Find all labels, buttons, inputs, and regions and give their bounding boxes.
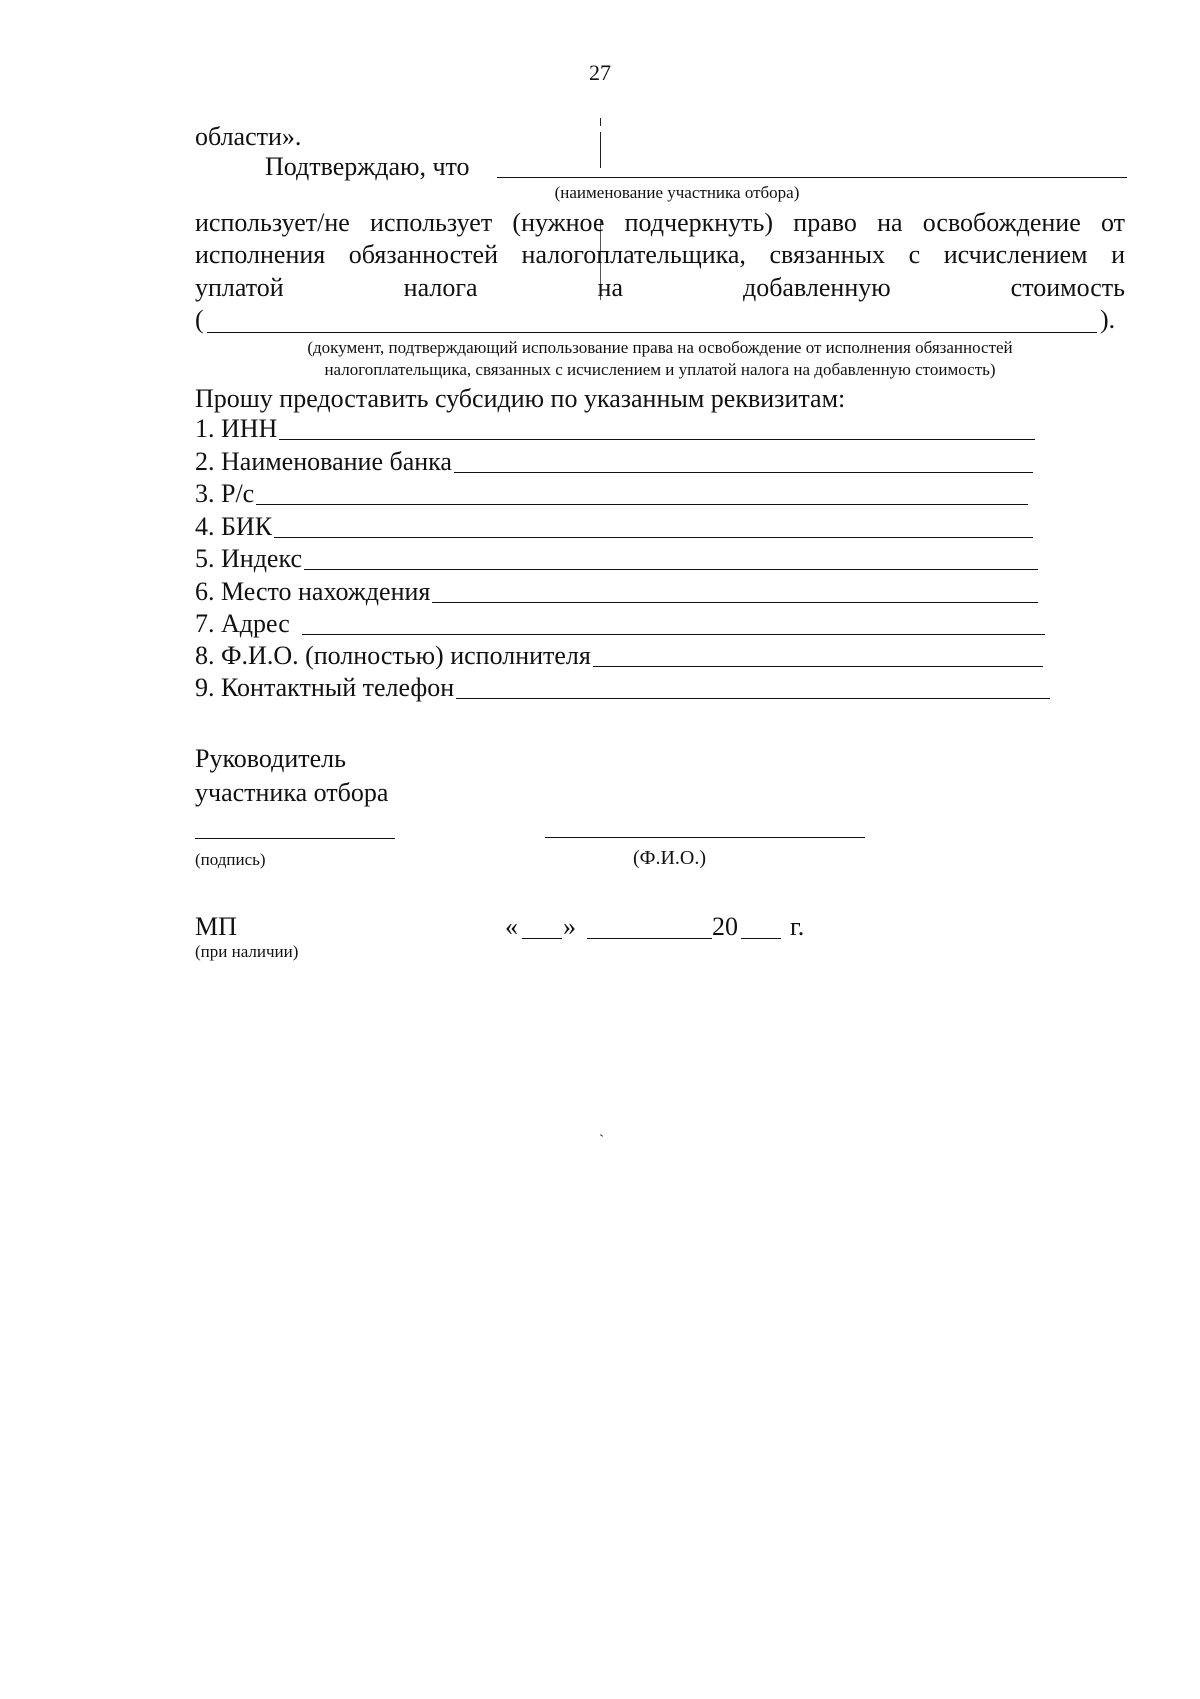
stamp-label: МП bbox=[195, 912, 237, 941]
requisite-bik[interactable] bbox=[195, 512, 1033, 542]
confirm-label: Подтверждаю, что bbox=[265, 152, 470, 181]
requisite-location[interactable] bbox=[195, 577, 1038, 607]
stamp-note: (при наличии) bbox=[195, 942, 299, 961]
head-title-line-2: участника отбора bbox=[195, 778, 389, 807]
requisite-label: 6. Место нахождения bbox=[195, 577, 431, 606]
requisite-label: 8. Ф.И.О. (полностью) исполнителя bbox=[195, 641, 591, 670]
date-open-quote: « bbox=[505, 912, 518, 941]
requisite-label: 1. ИНН bbox=[195, 414, 278, 443]
requisite-label: 5. Индекс bbox=[195, 544, 302, 573]
date-month-line[interactable] bbox=[587, 938, 712, 939]
requisite-field[interactable] bbox=[456, 698, 1050, 699]
requisite-field[interactable] bbox=[304, 569, 1038, 570]
date-day-line[interactable] bbox=[522, 938, 562, 939]
scan-artifact-mark bbox=[600, 1134, 603, 1137]
signature-line[interactable] bbox=[195, 838, 395, 839]
requisite-label: 7. Адрес bbox=[195, 609, 290, 638]
signature-caption: (подпись) bbox=[195, 850, 266, 869]
date-close-quote: » bbox=[563, 912, 576, 941]
fio-caption: (Ф.И.О.) bbox=[633, 847, 707, 869]
doc-line-open: ( bbox=[195, 305, 204, 334]
date-year-prefix: 20 bbox=[712, 912, 738, 941]
requisite-label: 4. БИК bbox=[195, 512, 273, 541]
fio-line[interactable] bbox=[545, 837, 865, 838]
requisite-inn[interactable] bbox=[195, 414, 1035, 444]
requisite-account[interactable] bbox=[195, 479, 1028, 509]
request-heading: Прошу предоставить субсидию по указанным реквизитам: bbox=[195, 384, 846, 413]
requisite-label: 2. Наименование банка bbox=[195, 447, 452, 476]
head-title-line-1: Руководитель bbox=[195, 744, 346, 773]
requisite-field[interactable] bbox=[432, 602, 1038, 603]
scan-artifact-mark bbox=[600, 118, 601, 126]
requisite-executor-name[interactable] bbox=[195, 641, 1043, 671]
date-year-line[interactable] bbox=[741, 938, 781, 939]
paragraph-line-2: исполнения обязанностей налогоплательщика, связанных с исчислением и bbox=[195, 240, 1125, 269]
requisite-field[interactable] bbox=[279, 439, 1035, 440]
requisite-label: 3. Р/с bbox=[195, 479, 255, 508]
date-year-suffix: г. bbox=[790, 912, 805, 941]
requisite-field[interactable] bbox=[302, 634, 1045, 635]
requisite-field[interactable] bbox=[593, 666, 1043, 667]
participant-caption: (наименование участника отбора) bbox=[554, 183, 800, 202]
requisite-field[interactable] bbox=[256, 504, 1028, 505]
paragraph-line-1: использует/не использует (нужное подчеркнуть) право на освобождение от bbox=[195, 208, 1125, 237]
participant-name-line[interactable] bbox=[497, 177, 1127, 178]
scan-artifact-mark bbox=[600, 132, 601, 168]
requisite-index[interactable] bbox=[195, 544, 1038, 574]
doc-caption-line-2: налогоплательщика, связанных с исчислением и уплатой налога на добавленную стоимость) bbox=[324, 360, 996, 379]
requisite-field[interactable] bbox=[454, 472, 1033, 473]
requisite-address[interactable] bbox=[195, 609, 1045, 639]
document-line[interactable] bbox=[207, 332, 1097, 333]
doc-line-close: ). bbox=[1100, 305, 1116, 334]
requisite-label: 9. Контактный телефон bbox=[195, 673, 455, 702]
requisite-field[interactable] bbox=[274, 537, 1033, 538]
paragraph-line-3: уплатой налога на добавленную стоимость bbox=[195, 273, 1125, 302]
page-number: 27 bbox=[589, 60, 611, 85]
requisite-bank-name[interactable] bbox=[195, 447, 1033, 477]
oblasti-text: области». bbox=[195, 122, 302, 151]
requisite-phone[interactable] bbox=[195, 673, 1050, 703]
doc-caption-line-1: (документ, подтверждающий использование права на освобождение от исполнения обязанностей bbox=[307, 338, 1013, 357]
